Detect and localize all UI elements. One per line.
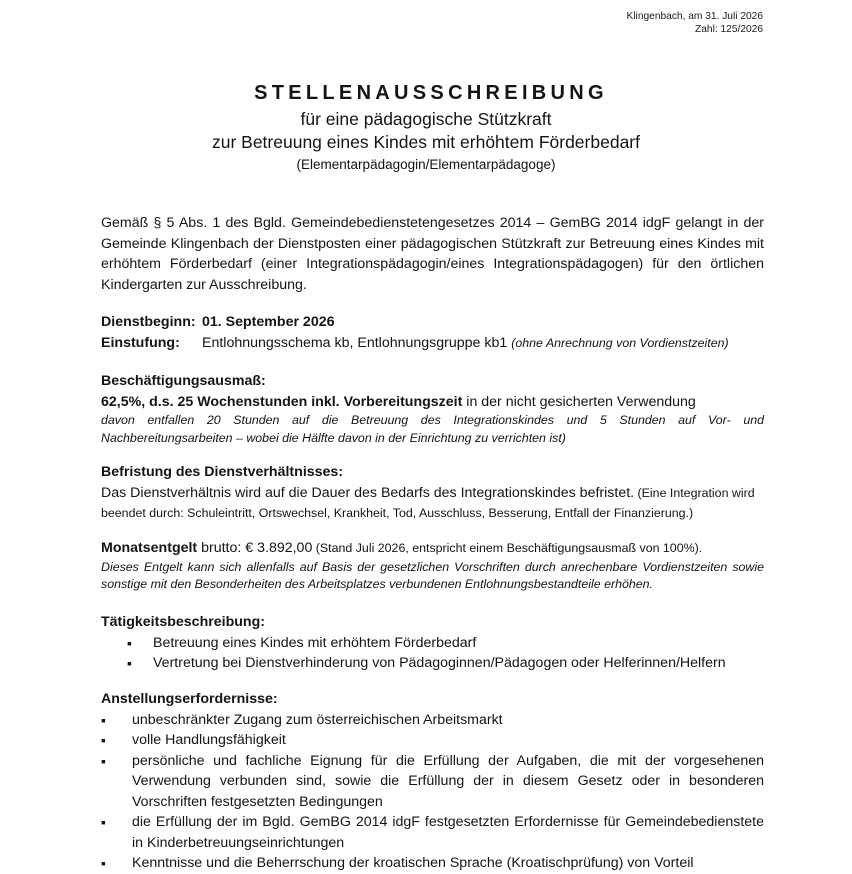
beschaeftigung-value-rest: in der nicht gesicherten Verwendung [462,393,696,410]
monatsentgelt-italic-note: Dieses Entgelt kann sich allenfalls auf Basis der gesetzlichen Vorschriften durch anrechenbare Vordienstzeiten sowie sonstige mit den Besonderheiten des Arbeitsplatzes verbundenen Entlohnungsbestandteile erhöhen. [101,559,764,592]
monatsentgelt-label: Monatsentgelt [101,540,198,556]
befristung-text [101,483,764,524]
monatsentgelt-line [101,538,764,559]
section-title: Anstellungserfordernisse: [101,691,278,707]
list-item: ▪ die Erfüllung der im Bgld. GemBG 2014 idgF festgesetzten Erfordernisse für Gemeindebedienstete in Kinderbetreuungseinrichtungen [101,812,764,853]
list-item: ▪ Vertretung bei Dienstverhinderung von Pädagoginnen/Pädagogen oder Helferinnen/Helfern [127,653,764,674]
befristung-main: Das Dienstverhältnis wird auf die Dauer des Bedarfs des Integrationskindes befristet. [101,484,635,501]
document-header [627,10,764,36]
section-beschaeftigungsausmass [101,371,764,448]
list-item: ▪ persönliche und fachliche Eignung für die Erfüllung der Aufgaben, die mit der vorgesehenen Verwendung verbunden sind, sowie die Erfüllung der in diesem Gesetz oder in besonderen Vorschriften festgesetzten Bedingungen [101,751,764,813]
reference-number: Zahl: 125/2026 [695,24,763,35]
einstufung-value: Entlohnungsschema kb, Entlohnungsgruppe kb1 [202,334,508,351]
employment-details [101,312,764,353]
monatsentgelt-value: brutto: € 3.892,00 [197,540,313,556]
place-date: Klingenbach, am 31. Juli 2026 [626,11,763,22]
list-item: ▪ Kenntnisse und die Beherrschung der kroatischen Sprache (Kroatischprüfung) von Vorteil [101,853,764,874]
befristung-note: (Eine Integration wird beendet durch: Schuleintritt, Ortswechsel, Krankheit, Tod, Ausschluss, Besserung, Entfall der Finanzierung.) [101,485,755,520]
beschaeftigung-note: davon entfallen 20 Stunden auf die Betreuung des Integrationskindes und 5 Stunden auf Vor- und Nachbereitungsarbeiten – wobei die Hälfte davon in der Einrichtung zu verrichten ist) [101,413,764,445]
list-item: ▪ volle Handlungsfähigkeit [101,730,764,751]
subtitle-line-2: zur Betreuung eines Kindes mit erhöhtem Förderbedarf [211,132,640,152]
einstufung-note: (ohne Anrechnung von Vordienstzeiten) [511,335,729,350]
intro-paragraph: Gemäß § 5 Abs. 1 des Bgld. Gemeindebedienstetengesetzes 2014 – GemBG 2014 idgF gelangt in der Gemeinde Klingenbach der Dienstposten einer pädagogischen Stützkraft zur Betreuung eines Kindes mit erhöhtem Förderbedarf (einer Integrationspädagogin/eines Integrationspädagogen) für den örtlichen Kindergarten zur Ausschreibung. [101,215,764,293]
einstufung-row [101,333,764,354]
section-title: Beschäftigungsausmaß: [101,373,266,389]
section-taetigkeitsbeschreibung [101,612,764,674]
dienstbeginn-value: 01. September 2026 [202,314,335,330]
title-block [0,80,852,174]
subtitle-line-1: für eine pädagogische Stützkraft [300,109,552,129]
section-befristung [101,462,764,524]
section-title: Befristung des Dienstverhältnisses: [101,464,344,480]
section-title: Tätigkeitsbeschreibung: [101,614,265,630]
dienstbeginn-row [101,312,764,333]
anstellung-list [101,710,764,874]
list-item: ▪ Betreuung eines Kindes mit erhöhtem Förderbedarf [127,633,764,654]
page-title: STELLENAUSSCHREIBUNG [254,82,608,104]
einstufung-value-wrap [202,333,729,354]
beschaeftigung-value-bold: 62,5%, d.s. 25 Wochenstunden inkl. Vorbereitungszeit [101,393,463,410]
section-monatsentgelt [101,538,764,594]
dienstbeginn-label: Dienstbeginn: [101,314,196,330]
subtitle-line-3: (Elementarpädagogin/Elementarpädagoge) [296,157,556,172]
taetigkeit-list [127,633,764,674]
monatsentgelt-note: (Stand Juli 2026, entspricht einem Beschäftigungsausmaß von 100%). [312,541,703,555]
einstufung-label: Einstufung: [101,334,180,351]
list-item: ▪ unbeschränkter Zugang zum österreichischen Arbeitsmarkt [101,710,764,731]
section-anstellungserfordernisse [101,689,764,874]
beschaeftigung-value [101,392,764,413]
